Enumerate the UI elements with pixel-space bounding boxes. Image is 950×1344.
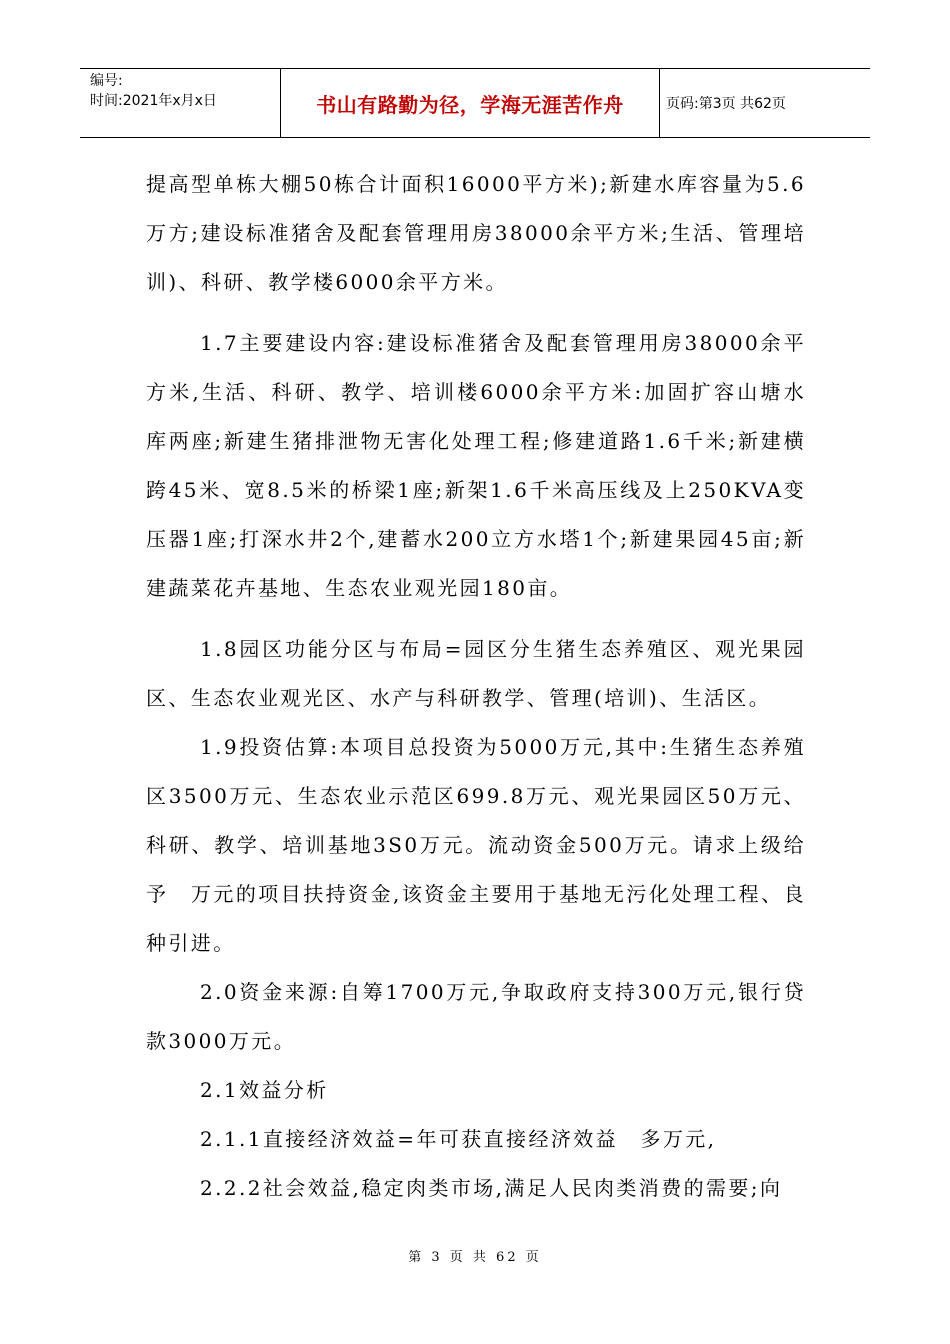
paragraph-2-2-2: 2.2.2社会效益,稳定肉类市场,满足人民肉类消费的需要;向 <box>200 1176 783 1200</box>
paragraph-2-1-1: 2.1.1直接经济效益=年可获直接经济效益 多万元, <box>200 1127 717 1151</box>
paragraph-1: 提高型单栋大棚50栋合计面积16000平方米);新建水库容量为5.6万方;建设标准猪舍及配套管理用房38000余平方米;生活、管理培训)、科研、教学楼6000余平方米。 <box>146 172 806 294</box>
document-number-label: 编号: <box>90 73 123 89</box>
paragraph-1-9: 1.9投资估算:本项目总投资为5000万元,其中:生猪生态养殖区3500万元、生态农业示范区699.8万元、观光果园区50万元、科研、教学、培训基地3S0万元。流动资金500万元。请求上级给予 万元的项目扶持资金,该资金主要用于基地无污化处理工程、良种引进。 <box>146 735 806 955</box>
document-date: 时间:2021年x月x日 <box>90 93 217 109</box>
header-meta <box>80 69 281 137</box>
header-page-cell <box>660 69 870 137</box>
paragraph-1-8: 1.8园区功能分区与布局=园区分生猪生态养殖区、观光果园区、生态农业观光区、水产与科研教学、管理(培训)、生活区。 <box>146 637 806 710</box>
document-body <box>146 160 806 1213</box>
header-motto: 书山有路勤为径，学海无涯苦作舟 <box>316 92 624 117</box>
header-motto-cell <box>281 69 660 137</box>
page-header <box>80 68 870 138</box>
paragraph-1-7: 1.7主要建设内容:建设标准猪舍及配套管理用房38000余平方米,生活、科研、教学、培训楼6000余平方米:加固扩容山塘水库两座;新建生猪排泄物无害化处理工程;修建道路1.6千米;新建横跨45米、宽8.5米的桥梁1座;新架1.6千米高压线及上250KVA变压器1座;打深水井2个,建蓄水200立方水塔1个;新建果园45亩;新建蔬菜花卉基地、生态农业观光园180亩。 <box>146 331 806 600</box>
paragraph-2-1: 2.1效益分析 <box>200 1078 329 1102</box>
page-footer: 第 3 页 共 62 页 <box>408 1250 542 1265</box>
header-page-info: 页码:第3页 共62页 <box>666 96 786 112</box>
paragraph-2-0: 2.0资金来源:自筹1700万元,争取政府支持300万元,银行贷款3000万元。 <box>146 980 806 1053</box>
